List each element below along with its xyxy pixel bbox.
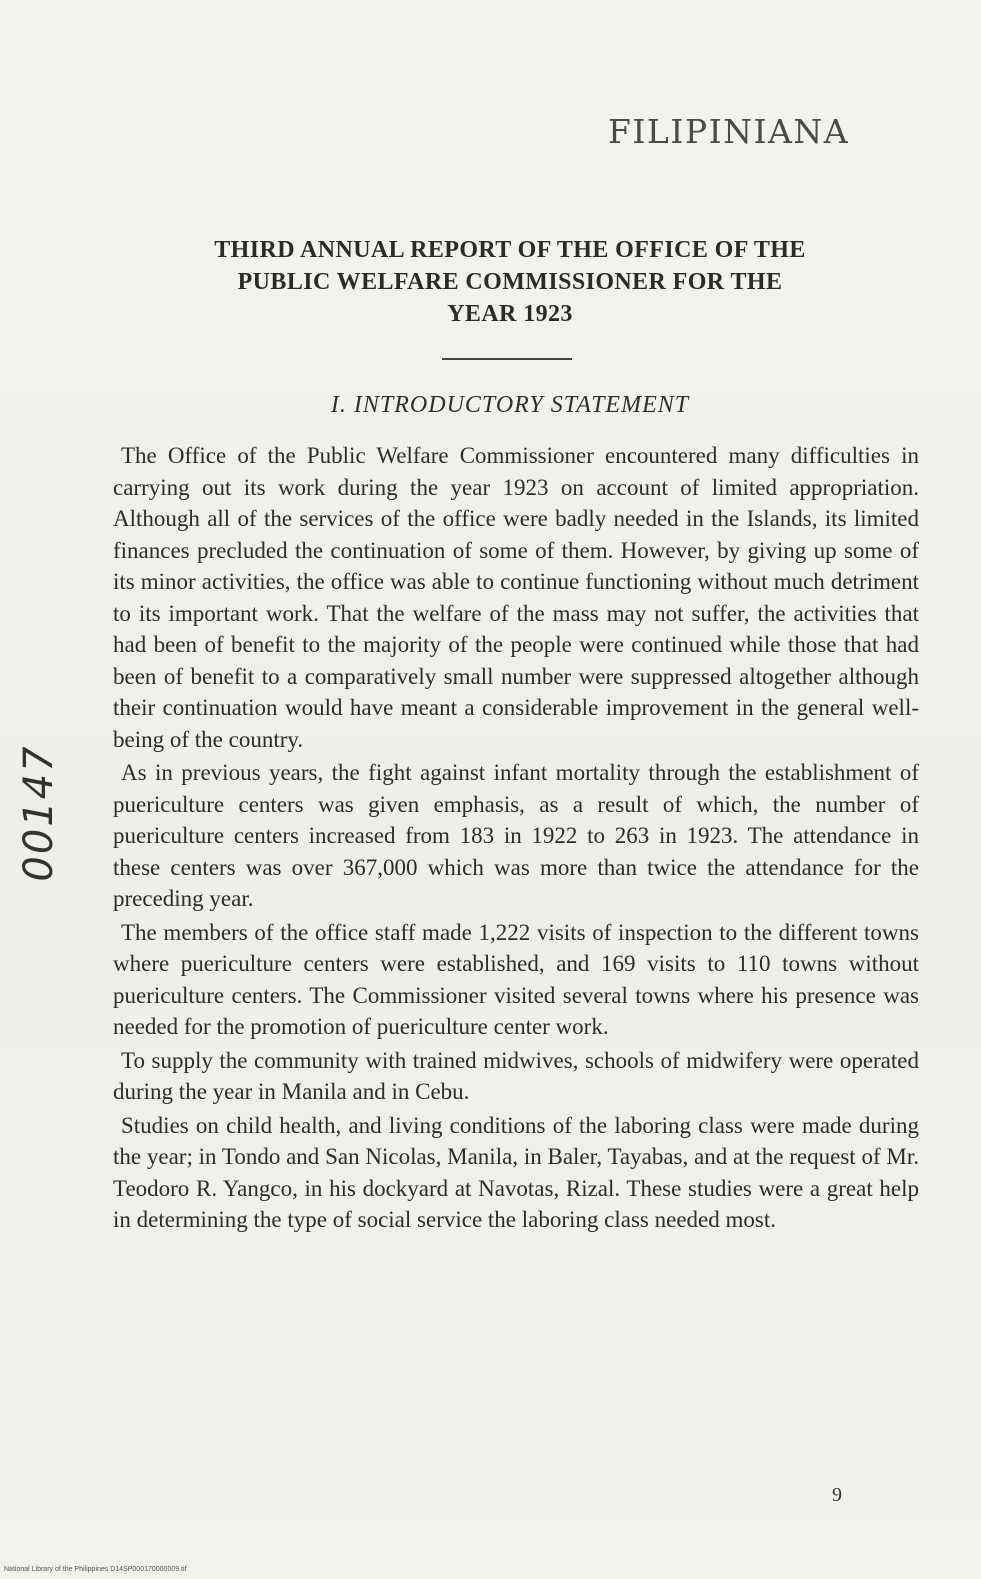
report-title [100,234,920,330]
title-line-1: THIRD ANNUAL REPORT OF THE OFFICE OF THE [214,237,806,263]
paragraph-2: As in previous years, the fight against infant mortality through the establishment of puericulture centers was given emphasis, as a result of which, the number of puericulture centers increased from 183 in 1922 to 263 in 1923. The attendance in these centers was over 367,000 which was more than twice the attendance for the preceding year. [113,760,919,911]
filipiniana-stamp: FILIPINIANA [608,112,850,151]
handwritten-margin-note [16,728,62,898]
title-line-2: PUBLIC WELFARE COMMISSIONER FOR THE [237,269,783,295]
title-line-3: YEAR 1923 [447,301,573,327]
paragraph-5: Studies on child health, and living conditions of the laboring class were made during the year; in Tondo and San Nicolas, Manila, in Baler, Tayabas, and at the request of Mr. Teodoro R. Yangco, in his dockyard at Navotas, Rizal. These studies were a great help in determining the type of social service the laboring class needed most. [113,1112,919,1232]
paragraph-3: The members of the office staff made 1,222 visits of inspection to the different towns where puericulture centers were established, and 169 visits to 110 towns without puericulture centers. The Commissioner visited several towns where his presence was needed for the promotion of puericulture center work. [113,919,919,1039]
paragraph-4: To supply the community with trained midwives, schools of midwifery were operated during the year in Manila and in Cebu. [113,1047,919,1104]
body-text [113,440,919,1238]
page-number: 9 [832,1484,842,1506]
margin-note-text: 00147 [16,744,62,882]
section-heading: I. INTRODUCTORY STATEMENT [330,392,690,418]
paragraph-1: The Office of the Public Welfare Commissioner encountered many difficulties in carrying out its work during the year 1923 on account of limited appropriation. Although all of the services of the office were badly needed in the Islands, its limited finances precluded the continuation of some of them. However, by giving up some of its minor activities, the office was able to continue functioning without much detriment to its important work. That the welfare of the mass may not suffer, the activities that had been of benefit to the majority of the people were continued while those that had been of benefit to a comparatively small number were suppressed altogether although their continuation would have meant a considerable improvement in the general well-being of the country. [113,443,919,752]
title-divider [442,358,572,360]
footer-credit: National Library of the Philippines D14SP000170000009.tif [4,1566,187,1573]
